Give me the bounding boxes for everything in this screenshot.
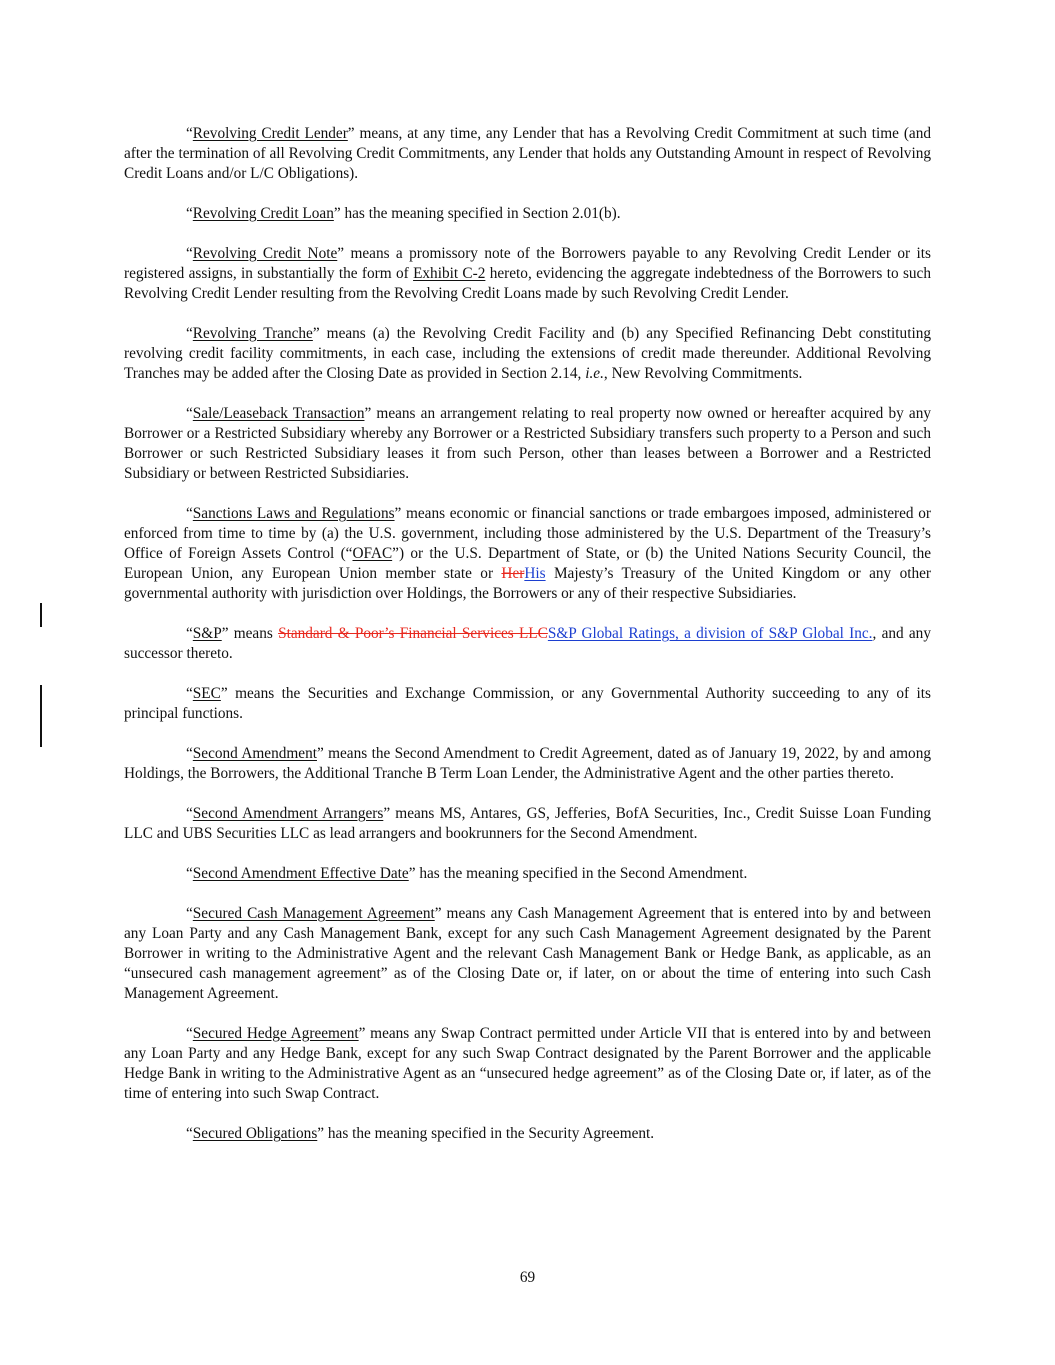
defined-term: SEC [192,685,221,702]
defined-term: Second Amendment Arrangers [192,805,384,822]
document-page [124,124,931,1164]
definition-sp [124,624,931,664]
definition-sec [124,684,931,724]
exhibit-reference: Exhibit C-2 [413,265,486,282]
inserted-text: His [524,565,546,582]
open-quote: “ [186,505,193,522]
defined-term: Revolving Tranche [192,325,313,342]
definition-second-amendment-arrangers [124,804,931,844]
open-quote: “ [186,1025,193,1042]
open-quote: “ [186,405,193,422]
deleted-text: Standard & Poor’s Financial Services LLC [278,625,548,642]
open-quote: “ [186,745,193,762]
definition-sale-leaseback [124,404,931,484]
open-quote: “ [186,245,193,262]
defined-term: Sanctions Laws and Regulations [192,505,395,522]
open-quote: “ [186,1125,193,1142]
definition-text: ” means the Second Amendment to Credit Agreement, dated as of January 19, 2022, by and among Holdings, the Borrowers, the Additional Tranche B Term Loan Lender, the Administrative Agent and the other parties thereto. [124,745,931,782]
definition-text: ” means MS, Antares, GS, Jefferies, BofA Securities, Inc., Credit Suisse Loan Funding LLC and UBS Securities LLC as lead arrangers and bookrunners for the Second Amendment. [124,805,931,842]
definition-text: ” means economic or financial sanctions or trade embargoes imposed, administered or enforced from time to time by (a) the U.S. government, including those administered by the U.S. Department of the Treasury’s Office of Foreign Assets Control (“ [124,505,931,562]
definition-revolving-credit-note [124,244,931,304]
open-quote: “ [186,685,193,702]
inserted-text: S&P Global Ratings, a division of S&P Global Inc. [547,625,873,642]
open-quote: “ [186,325,193,342]
open-quote: “ [186,865,193,882]
definition-text: ” has the meaning specified in the Security Agreement. [317,1125,655,1142]
defined-term: Revolving Credit Loan [192,205,334,222]
definition-text: ” means an arrangement relating to real property now owned or hereafter acquired by any Borrower or a Restricted Subsidiary whereby any Borrower or a Restricted Subsidiary transfers such property to a Person and such Borrower or such Restricted Subsidiary leases it from such Person, other than leases between a Borrower and a Restricted Subsidiary or between Restricted Subsidiaries. [124,405,932,482]
defined-term: S&P [192,625,222,642]
definition-text: ” means [221,625,279,642]
defined-term: Secured Obligations [192,1125,318,1142]
definition-text: ” has the meaning specified in the Second Amendment. [408,865,748,882]
definition-text: ” has the meaning specified in Section 2.01(b). [333,205,621,222]
ofac-term: OFAC [352,545,393,562]
definition-text: , and any successor thereto. [124,625,931,662]
definition-text: ” means any Swap Contract permitted under Article VII that is entered into by and between any Loan Party and any Hedge Bank, except for any such Swap Contract designated by the Parent Borrower and the applicable Hedge Bank in writing to the Administrative Agent as an “unsecured hedge agreement” as of the Closing Date or, if later, as of the time of entering into such Swap Contract. [124,1025,931,1102]
definition-text: ” means the Securities and Exchange Commission, or any Governmental Authority succeeding to any of its principal functions. [124,685,931,722]
open-quote: “ [186,205,193,222]
definition-text: ” means a promissory note of the Borrowers payable to any Revolving Credit Lender or its registered assigns, in substantially the form of [124,245,931,282]
defined-term: Second Amendment [192,745,317,762]
open-quote: “ [186,905,193,922]
defined-term: Sale/Leaseback Transaction [192,405,365,422]
definition-secured-hedge-agreement [124,1024,931,1104]
definition-revolving-tranche [124,324,931,384]
change-bar [40,603,42,627]
open-quote: “ [186,805,193,822]
definition-text: ” means (a) the Revolving Credit Facility and (b) any Specified Refinancing Debt constituting revolving credit facility commitments, in each case, including the extensions of credit made thereunder. Additional Revolving Tranches may be added after the Closing Date as provided in Section 2.14, [124,325,931,382]
change-bar [40,685,42,747]
defined-term: Revolving Credit Lender [192,125,348,142]
page-number: 69 [519,1269,536,1286]
open-quote: “ [186,125,193,142]
definition-revolving-credit-loan [124,204,931,224]
definition-text: ” means any Cash Management Agreement that is entered into by and between any Loan Party and any Cash Management Bank, except for any such Cash Management Agreement designated by the Parent Borrower in writing to the Administrative Agent and the relevant Cash Management Bank or Hedge Bank, as applicable, as an “unsecured cash management agreement” as of the Closing Date or, if later, on or about the time of entering into such Cash Management Agreement. [124,905,931,1002]
deleted-text: Her [501,565,525,582]
defined-term: Second Amendment Effective Date [192,865,409,882]
open-quote: “ [186,625,193,642]
definition-second-amendment-effective-date [124,864,931,884]
definition-secured-cash-management-agreement [124,904,931,1004]
defined-term: Secured Hedge Agreement [192,1025,359,1042]
definition-second-amendment [124,744,931,784]
definition-text: ”) or the U.S. Department of State, or (b) the United Nations Security Council, the European Union, any European Union member state or [124,545,932,582]
italic-ie: i.e. [585,365,604,382]
definition-text: ” means, at any time, any Lender that has a Revolving Credit Commitment at such time (and after the termination of all Revolving Credit Commitments, any Lender that holds any Outstanding Amount in respect of Revolving Credit Loans and/or L/C Obligations). [124,125,931,182]
defined-term: Secured Cash Management Agreement [192,905,435,922]
definition-sanctions-laws [124,504,931,604]
definition-secured-obligations [124,1124,931,1144]
definition-revolving-credit-lender [124,124,931,184]
definition-text: Majesty’s Treasury of the United Kingdom or any other governmental authority with jurisdiction over Holdings, the Borrowers or any of their respective Subsidiaries. [124,565,931,602]
defined-term: Revolving Credit Note [192,245,338,262]
definition-text: , New Revolving Commitments. [603,365,803,382]
definition-text: hereto, evidencing the aggregate indebtedness of the Borrowers to such Revolving Credit Lender resulting from the Revolving Credit Loans made by such Revolving Credit Lender. [124,265,931,302]
